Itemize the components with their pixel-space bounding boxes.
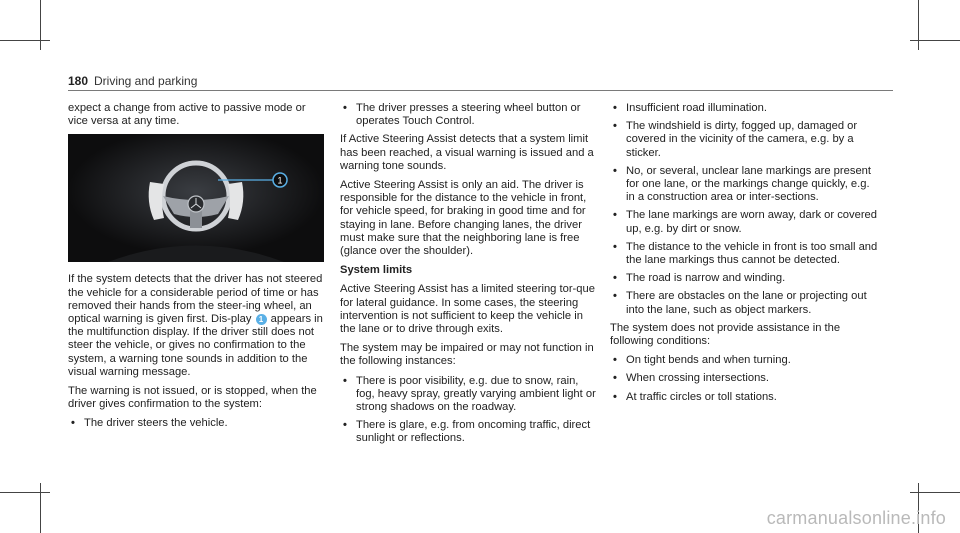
list-item: • No, or several, unclear lane markings are present for one lane, or the markings change quickly, e.g. in a construction area or inter-sections. — [610, 165, 880, 205]
crop-mark — [910, 492, 960, 493]
bullet-list — [68, 417, 324, 430]
subheading: System limits — [340, 264, 413, 277]
callout-badge: 1 — [256, 314, 267, 325]
column-2 — [340, 102, 596, 451]
list-item: • The driver steers the vehicle. — [68, 417, 324, 430]
list-item: • The lane markings are worn away, dark or covered up, e.g. by dirt or snow. — [610, 209, 880, 235]
figure-callout: 1 — [277, 175, 283, 186]
list-item: • The windshield is dirty, fogged up, damaged or covered in the vicinity of the camera, e.g. by a sticker. — [610, 120, 880, 160]
paragraph: Active Steering Assist is only an aid. The driver is responsible for the distance to the vehicle in front, for vehicle speed, for braking in good time and for staying in lane. Before changing lanes, the driver must make sure that the neighboring lane is free (glance over the shoulder). — [340, 179, 587, 258]
crop-mark — [918, 0, 919, 50]
crop-mark — [40, 483, 41, 533]
column-1 — [68, 102, 324, 436]
paragraph: Active Steering Assist has a limited steering tor-que for lateral guidance. In some cases, the steering intervention is not sufficient to keep the vehicle in the lane or to drive through exits. — [340, 283, 595, 336]
bullet-list — [340, 375, 596, 446]
paragraph: expect a change from active to passive mode or vice versa at any time. — [68, 102, 306, 128]
bullet-list — [340, 102, 596, 128]
page-header — [68, 74, 893, 91]
crop-mark — [0, 492, 50, 493]
page-number: 180 — [68, 74, 89, 88]
list-item: • Insufficient road illumination. — [610, 102, 880, 115]
steering-wheel-graphic — [68, 134, 324, 262]
list-item: • There is glare, e.g. from oncoming traffic, direct sunlight or reflections. — [340, 419, 596, 445]
crop-mark — [40, 0, 41, 50]
crop-mark — [910, 40, 960, 41]
list-item: • On tight bends and when turning. — [610, 354, 880, 367]
paragraph: The system does not provide assistance in the following conditions: — [610, 321, 841, 348]
list-item: • The driver presses a steering wheel button or operates Touch Control. — [340, 102, 596, 128]
paragraph — [68, 273, 324, 379]
watermark: carmanualsonline.info — [766, 508, 946, 528]
list-item: • At traffic circles or toll stations. — [610, 391, 880, 404]
steering-wheel-illustration — [68, 134, 324, 262]
list-item: • The distance to the vehicle in front is too small and the lane markings thus cannot be detected. — [610, 241, 880, 267]
bullet-list — [610, 354, 880, 404]
paragraph-text: appears in the multifunction display. If the driver still does not steer the vehicle, or gives no confirmation to the system, a warning tone sounds in addition to the visual warning message. — [68, 313, 323, 378]
section-title: Driving and parking — [94, 74, 198, 88]
list-item: • The road is narrow and winding. — [610, 272, 880, 285]
crop-mark — [0, 40, 50, 41]
paragraph: The warning is not issued, or is stopped, when the driver gives confirmation to the system: — [68, 385, 317, 411]
bullet-list — [610, 102, 880, 317]
list-item: • There is poor visibility, e.g. due to snow, rain, fog, heavy spray, greatly varying ambient light or strong shadows on the roadway. — [340, 375, 596, 415]
paragraph: If Active Steering Assist detects that a system limit has been reached, a visual warning is issued and a warning tone sounds. — [340, 133, 594, 172]
column-3 — [610, 102, 880, 409]
paragraph: The system may be impaired or may not function in the following instances: — [340, 342, 594, 368]
paragraph-text: If the system detects that the driver has not steered the vehicle for a considerable period of time or has removed their hands from the steer-ing wheel, an optical warning is given first. Dis-play — [68, 273, 323, 326]
list-item: • When crossing intersections. — [610, 372, 880, 385]
list-item: • There are obstacles on the lane or projecting out into the lane, such as object markers. — [610, 290, 880, 316]
